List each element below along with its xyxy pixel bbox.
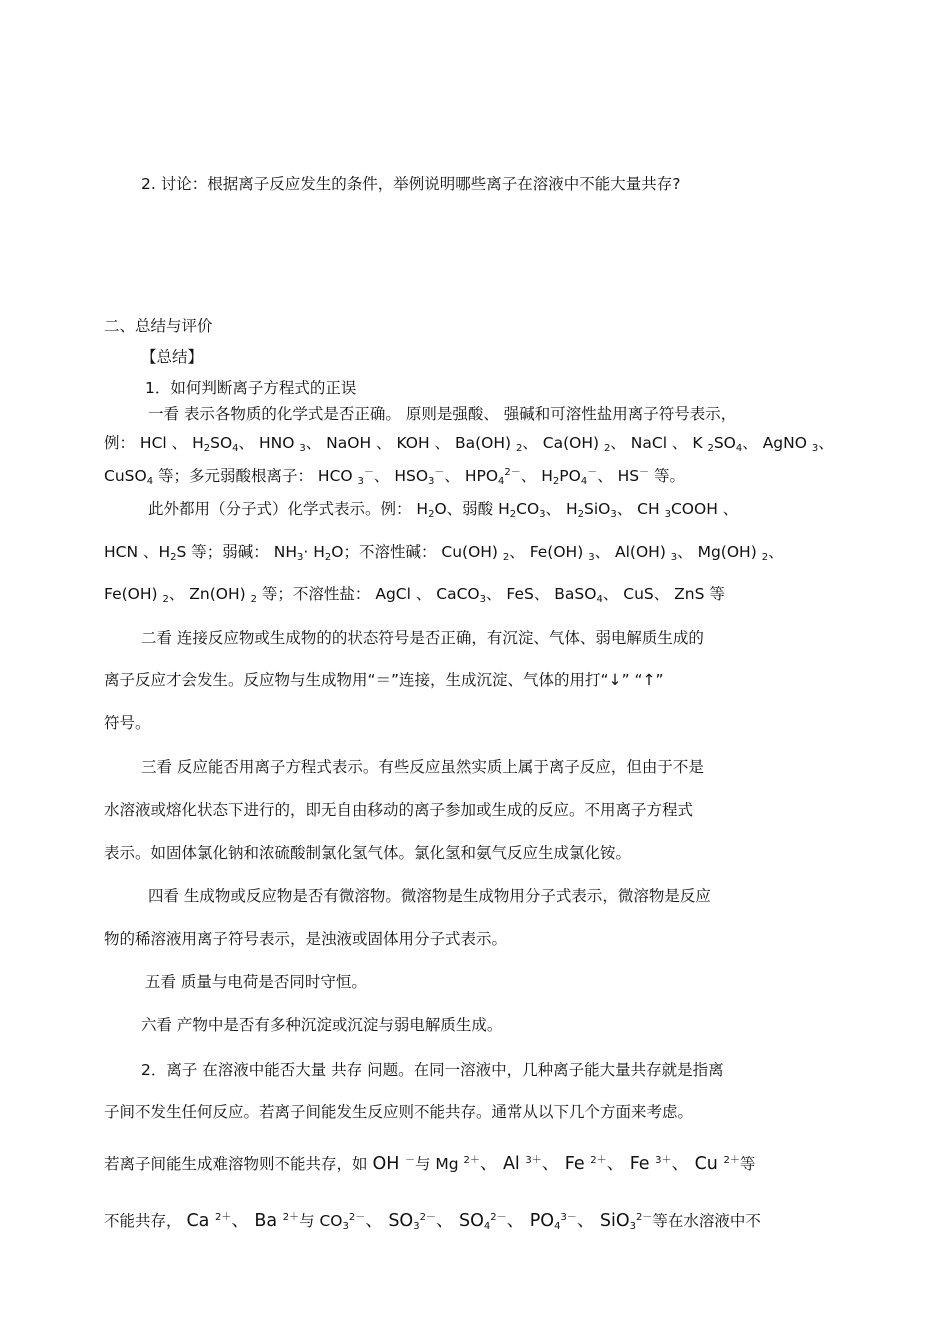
weak-acid-radical-examples: CuSO$_4$ 等；多元弱酸根离子： HCO $_3$－、 $HSO_3^-$、 $HPO_4^{2-}$、 $H_2PO_4^-$、 HS－ 等。	[104, 467, 686, 487]
point-2-line-1: 2．离子 在溶液中能否大量 共存 问题。在同一溶液中，几种离子能大量共存就是指离	[141, 1061, 724, 1079]
precipitate-ions-line-1: 若离子间能生成难溶物则不能共存，如 OH －与 Mg $^{2+}$、 Al $^{3+}$、 Fe $^{2+}$、 Fe $^{3+}$、 Cu $^{2+}$等	[104, 1154, 756, 1174]
discussion-question: 2. 讨论：根据离子反应发生的条件，举例说明哪些离子在溶液中不能大量共存?	[141, 175, 681, 193]
rule-5: 五看 质量与电荷是否同时守恒。	[145, 973, 367, 991]
rule-4-line-1: 四看 生成物或反应物是否有微溶物。微溶物是生成物用分子式表示，微溶物是反应	[148, 887, 711, 905]
point-2-line-2: 子间不发生任何反应。若离子间能发生反应则不能共存。通常从以下几个方面来考虑。	[104, 1103, 694, 1121]
rule-6: 六看 产物中是否有多种沉淀或沉淀与弱电解质生成。	[141, 1016, 503, 1034]
rule-4-line-2: 物的稀溶液用离子符号表示，是浊液或固体用分子式表示。	[104, 930, 508, 948]
precipitate-ions-line-2: 不能共存， Ca $^{2+}$、 Ba $^{2+}$与 $CO_3^{2-}$、 $SO_3^{2-}$、 $SO_4^{2-}$、 $PO_4^{3-}$、 SiO$_3^{2-}$等在水溶液中不	[104, 1211, 761, 1232]
weak-base-examples: HCN 、$H_2S$ 等；弱碱： $NH_3\cdot H_2O$；不溶性碱： Cu(OH) $_2$、 Fe(OH) $_3$、 Al(OH) $_3$、 Mg(OH) $_2$、	[104, 543, 784, 563]
rule-3-line-3: 表示。如固体氯化钠和浓硫酸制氯化氢气体。氯化氢和氨气反应生成氯化铵。	[104, 844, 632, 862]
rule-3-line-2: 水溶液或熔化状态下进行的，即无自由移动的离子参加或生成的反应。不用离子方程式	[104, 801, 694, 819]
rule-2-line-1: 二看 连接反应物或生成物的的状态符号是否正确，有沉淀、气体、弱电解质生成的	[141, 629, 704, 647]
rule-1-text: 一看 表示各物质的化学式是否正确。 原则是强酸、 强碱和可溶性盐用离子符号表示，	[148, 405, 737, 423]
rule-2-line-2: 离子反应才会发生。反应物与生成物用“＝”连接，生成沉淀、气体的用打“↓” “↑”	[104, 671, 664, 689]
insoluble-salt-examples: Fe(OH) $_2$、 Zn(OH) $_2$ 等；不溶性盐： AgCl 、 CaCO$_3$、 FeS、 BaSO$_4$、 CuS、 ZnS 等	[104, 585, 725, 605]
molecular-formula-examples: 此外都用（分子式）化学式表示。例： $H_2O$、弱酸 $H_2CO_3$、 $H_2SiO_3$、 CH $_3$COOH 、	[148, 500, 739, 520]
section-heading: 二、总结与评价	[104, 317, 213, 335]
rule-2-line-3: 符号。	[104, 714, 151, 732]
point-1-title: 1．如何判断离子方程式的正误	[145, 379, 357, 397]
rule-3-line-1: 三看 反应能否用离子方程式表示。有些反应虽然实质上属于离子反应，但由于不是	[141, 758, 704, 776]
strong-electrolyte-examples: 例： HCl 、 $H_2SO_4$、 HNO $_3$、 NaOH 、 KOH 、 Ba(OH) $_2$、 Ca(OH) $_2$、 NaCl 、 K $_2SO_4$、 AgNO $_3$、	[104, 434, 834, 454]
summary-label: 【总结】	[141, 348, 204, 366]
